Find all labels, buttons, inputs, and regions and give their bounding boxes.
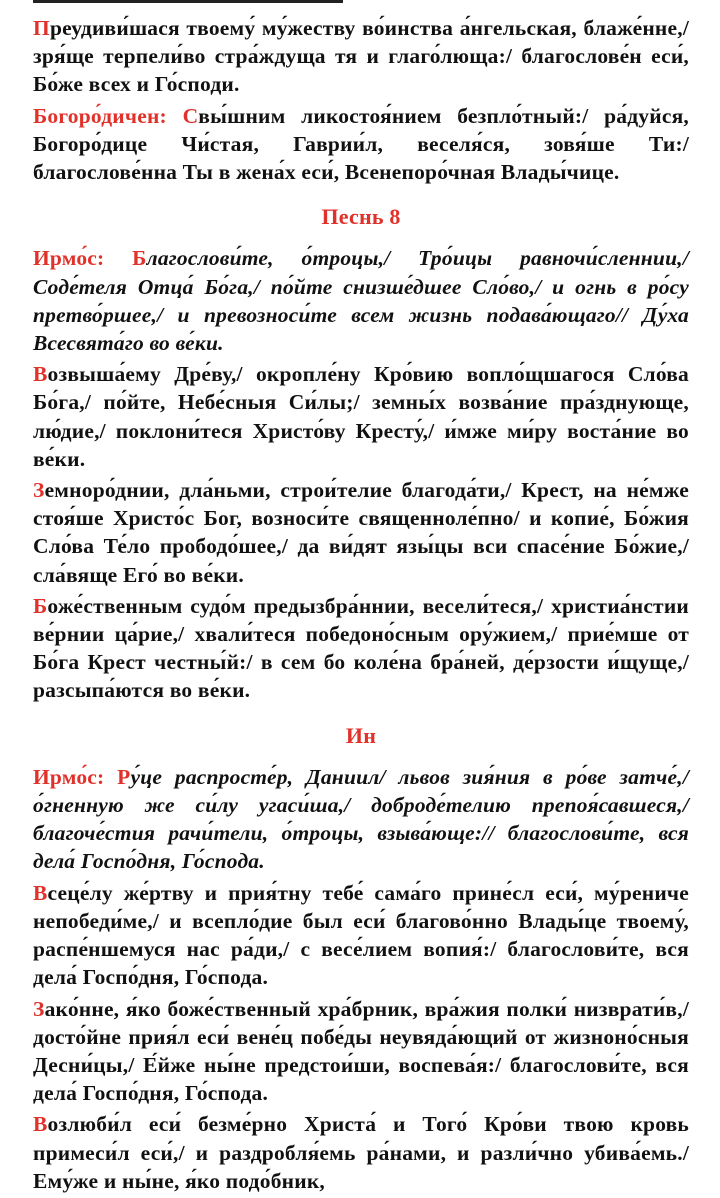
troparion-paragraph <box>33 14 689 99</box>
theotokion-label: Богоро́дичен: С <box>33 103 199 128</box>
text-body <box>33 14 689 1198</box>
initial-letter: В <box>33 362 48 387</box>
paragraph-text: реудиви́шася твоему́ му́жеству во́инства а́нгельская, блаже́нне,/ зря́ще терпели́во стра́ждуща тя и глаго́люща:/ благослове́н еси́, Бо́же всех и Го́споди. <box>33 16 689 97</box>
initial-letter: П <box>33 16 50 40</box>
troparion-paragraph <box>33 476 689 589</box>
irmos-label: Ирмо́с: Б <box>33 246 147 271</box>
irmos-text: лагослови́те, о́троцы,/ Тро́ицы равночи́сленнии,/ Соде́теля Отца́ Бо́га,/ по́йте снизше́дшее Сло́во,/ и огнь в ро́су претво́ршее,/ и превозноси́те всем жизнь подава́ющаго// Ду́ха Всесвята́го во ве́ки. <box>33 246 689 356</box>
irmos-paragraph <box>33 244 689 357</box>
initial-letter: Б <box>33 593 48 618</box>
initial-letter: З <box>33 996 45 1021</box>
troparion-paragraph <box>33 360 689 473</box>
paragraph-text: озвыша́ему Дре́ву,/ окропле́ну Кро́вию вопло́щшагося Сло́ва Бо́га,/ по́йте, Небе́сныя Си́лы;/ земны́х возва́ние пра́зднующе, лю́дие,/ поклони́теся Христо́ву Кресту́,/ и́мже ми́ру воста́ние во ве́ки. <box>33 362 689 471</box>
initial-letter: В <box>33 880 48 905</box>
paragraph-text: емноро́днии, дла́ньми, строи́телие благода́ти,/ Крест, на не́мже стоя́ше Христо́с Бог, возноси́те священноле́пно/ и копие́, Бо́жия Сло́ва Те́ло прободо́шее,/ да ви́дят язы́цы вси спасе́ние Бо́жие,/ сла́вяще Его́ во ве́ки. <box>33 478 689 587</box>
in-heading: Ин <box>345 722 377 748</box>
irmos-label: Ирмо́с: Р <box>33 764 131 789</box>
song-8-heading: Песнь 8 <box>321 204 401 230</box>
top-rule <box>33 0 343 3</box>
paragraph-text: сеце́лу же́ртву и прия́тну тебе́ сама́го прине́сл еси́, му́рениче непобеди́ме,/ и всепло́дие был еси́ благово́нно Влады́це твоему́, распе́ншемуся нас ра́ди,/ с весе́лием вопия́:/ благослови́те, вся дела́ Госпо́дня, Го́спода. <box>33 880 689 990</box>
paragraph-text: озлюби́л еси́ безме́рно Христа́ и Того́ Кро́ви твою кровь примеси́л еси́,/ и раздробля́емь ра́нами, и разли́чно убива́емь./ Ему́же и ны́не, я́ко подо́бник, <box>33 1112 689 1193</box>
irmos-paragraph <box>33 763 689 876</box>
initial-letter: З <box>33 478 45 503</box>
initial-letter: В <box>33 1112 48 1137</box>
troparion-paragraph <box>33 1110 689 1195</box>
paragraph-text: ако́нне, я́ко боже́ственный хра́брник, вра́жия полки́ низврати́в,/ досто́йне прия́л еси́ вене́ц побе́ды неувяда́ющий от жизноно́сныя Десни́цы,/ Е́йже ны́не предстои́ши, воспева́я:/ благослови́те, вся дела́ Госпо́дня, Го́спода. <box>33 996 689 1106</box>
paragraph-text: вы́шним ликостоя́нием безпло́тный:/ ра́дуйся, Богоро́дице Чи́стая, Гаврии́л, веселя́ся, зовя́ше Ти:/ благослове́нна Ты в жена́х еси́, Всенепоро́чная Влады́чице. <box>33 103 689 185</box>
troparion-paragraph <box>33 995 689 1108</box>
paragraph-text: оже́ственным судо́м предызбра́ннии, весели́теся,/ христиа́нстии ве́рнии ца́рие,/ хвали́теся победоно́сным ору́жием,/ прие́мше от Бо́га Крест честны́й:/ в сем бо коле́на бра́ней, де́рзости и́щуще,/ разсыпа́ются во ве́ки. <box>33 593 689 703</box>
troparion-paragraph <box>33 592 689 705</box>
irmos-text: у́це распросте́р, Даниил/ львов зия́ния в ро́ве затче́,/ о́гненную же си́лу угаси́ша,/ доброде́телию препоя́савшеся,/ благоче́стия рачи́тели, о́троцы, взыва́юще:// благослови́те, вся дела́ Госпо́дня, Го́спода. <box>33 764 689 874</box>
troparion-paragraph <box>33 879 689 992</box>
theotokion-paragraph <box>33 102 689 187</box>
